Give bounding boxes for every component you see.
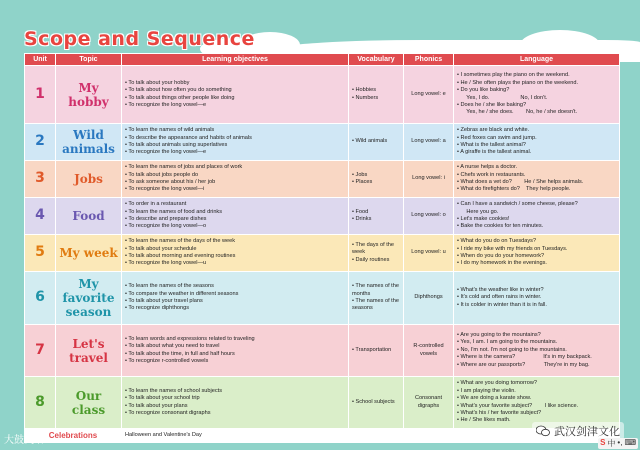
language-line: • Bake the cookies for ten minutes. <box>457 223 544 230</box>
topic-line: class <box>71 402 106 417</box>
objective-item: • To recognize the long vowel—i <box>125 186 345 193</box>
topic-line: animals <box>62 142 115 156</box>
objective-item: • To talk about your travel plans <box>125 298 345 305</box>
phonics-cell: Diphthongs <box>404 272 454 325</box>
topic-line: Wild <box>73 128 104 142</box>
vocabulary-cell <box>349 161 404 198</box>
vocabulary-item: • The names of the seasons <box>352 298 400 313</box>
wechat-icon <box>536 425 550 437</box>
table-row <box>25 161 620 198</box>
objective-item: • To talk about animals using superlatives <box>125 142 345 149</box>
objective-cell <box>122 325 349 377</box>
table-row <box>25 325 620 377</box>
topic-cell <box>56 377 122 429</box>
language-line: • What is the tallest animal? <box>457 142 526 148</box>
phonics-cell: Long vowel: u <box>404 235 454 272</box>
vocabulary-item: • Food <box>352 209 400 216</box>
objective-item: • To recognize r-controlled vowels <box>125 358 345 365</box>
language-line: • What's his / her favorite subject? <box>457 409 542 416</box>
objective-cell <box>122 124 349 161</box>
column-header: Unit <box>25 54 56 66</box>
unit-number: 6 <box>25 272 56 325</box>
vocabulary-cell <box>349 272 404 325</box>
page-title: Scope and Sequence <box>24 28 255 50</box>
vocabulary-item: • Wild animals <box>352 138 400 145</box>
objective-item: • To learn the names of wild animals <box>125 127 345 134</box>
objective-item: • To talk about your schedule <box>125 246 345 253</box>
ime-toolbar[interactable] <box>598 438 638 449</box>
table-row <box>25 124 620 161</box>
topic-line: Food <box>72 209 105 223</box>
table-row <box>25 66 620 124</box>
objective-item: • To compare the weather in different seasons <box>125 291 345 298</box>
language-line: • We are doing a karate show. <box>457 395 532 402</box>
objective-cell <box>122 235 349 272</box>
language-line: • What's your favorite subject? I like science. <box>457 402 579 409</box>
phonics-cell: Long vowel: i <box>404 161 454 198</box>
vocabulary-item: • The names of the months <box>352 283 400 298</box>
vocabulary-cell <box>349 66 404 124</box>
watermark-left <box>4 431 44 446</box>
objective-item: • To learn the names of the seasons <box>125 283 345 290</box>
language-line: • A giraffe is the tallest animal. <box>457 149 532 156</box>
topic-cell <box>56 272 122 325</box>
topic-line: My <box>78 80 99 95</box>
objective-cell <box>122 272 349 325</box>
topic-line: Our <box>75 388 102 403</box>
vocabulary-cell <box>349 377 404 429</box>
celebrations-text: Halloween and Valentine's Day <box>122 429 620 443</box>
vocabulary-cell <box>349 124 404 161</box>
topic-line: hobby <box>68 94 109 109</box>
column-header: Topic <box>56 54 122 66</box>
objective-item: • To talk about your plans <box>125 403 345 410</box>
language-line: • Do you like baking? <box>457 87 510 94</box>
ime-item[interactable]: 中 <box>607 439 616 448</box>
topic-cell <box>56 161 122 198</box>
objective-item: • To recognize the long vowel—e <box>125 102 345 109</box>
language-line: • What does a vet do? He / She helps animals. <box>457 179 584 185</box>
language-line: • When do you do your homework? <box>457 253 545 259</box>
phonics-cell: R-controlled vowels <box>404 325 454 377</box>
language-line: • What's the weather like in winter? <box>457 286 544 293</box>
unit-number: 3 <box>25 161 56 198</box>
language-line: Yes, he / she does. No, he / she doesn't. <box>457 109 578 116</box>
phonics-cell: Long vowel: a <box>404 124 454 161</box>
objective-item: • To recognize the long vowel—o <box>125 223 345 230</box>
table-header-row <box>25 54 620 66</box>
language-line: • Can I have a sandwich / some cheese, please? <box>457 201 578 208</box>
celebrations-row <box>25 429 620 443</box>
language-line: • A nurse helps a doctor. <box>457 164 518 171</box>
objective-item: • To learn words and expressions related to traveling <box>125 336 345 343</box>
objective-item: • To recognize the long vowel—e <box>125 149 345 156</box>
language-line: • What are you doing tomorrow? <box>457 380 537 387</box>
objective-item: • To recognize consonant digraphs <box>125 410 345 417</box>
language-line: • I do my homework in the evenings. <box>457 260 547 267</box>
language-line: • Are you going to the mountains? <box>457 331 541 338</box>
vocabulary-cell <box>349 235 404 272</box>
table-row <box>25 377 620 429</box>
language-line: • Where is the camera? It's in my backpack. <box>457 354 592 361</box>
language-line: • Zebras are black and white. <box>457 127 530 134</box>
objective-cell <box>122 377 349 429</box>
language-cell <box>454 272 620 325</box>
scope-sequence-table <box>24 53 620 443</box>
language-line: • I sometimes play the piano on the weekend. <box>457 72 570 79</box>
phonics-cell: Long vowel: o <box>404 198 454 235</box>
objective-item: • To talk about jobs people do <box>125 172 345 179</box>
language-line: Yes, I do. No, I don't. <box>457 94 548 101</box>
vocabulary-cell <box>349 325 404 377</box>
column-header: Vocabulary <box>349 54 404 66</box>
topic-cell <box>56 198 122 235</box>
unit-number: 5 <box>25 235 56 272</box>
unit-number: 1 <box>25 66 56 124</box>
sogou-icon[interactable]: S <box>600 438 606 447</box>
language-line: • It's cold and often rains in winter. <box>457 294 542 301</box>
language-cell <box>454 124 620 161</box>
vocabulary-item: • School subjects <box>352 399 400 406</box>
topic-cell <box>56 124 122 161</box>
vocabulary-item: • Daily routines <box>352 257 400 264</box>
vocabulary-item: • Jobs <box>352 172 400 179</box>
vocabulary-item: • Hobbies <box>352 87 400 94</box>
table-row <box>25 235 620 272</box>
objective-item: • To talk about your hobby <box>125 80 345 87</box>
topic-line: travel <box>69 350 108 365</box>
objective-item: • To ask someone about his / her job <box>125 179 345 186</box>
language-line: • Does he / she like baking? <box>457 101 527 108</box>
language-line: • Chefs work in restaurants. <box>457 171 526 178</box>
objective-item: • To describe and prepare dishes <box>125 216 345 223</box>
objective-item: • To talk about what you need to travel <box>125 343 345 350</box>
topic-line: My <box>78 277 99 291</box>
objective-item: • To talk about things other people like doing <box>125 95 345 102</box>
phonics-cell: Long vowel: e <box>404 66 454 124</box>
vocabulary-cell <box>349 198 404 235</box>
objective-item: • To learn the names of jobs and places of work <box>125 164 345 171</box>
topic-line: Jobs <box>74 172 103 186</box>
language-line: • He / She likes math. <box>457 417 511 424</box>
language-line: • I ride my bike with my friends on Tuesdays. <box>457 245 568 252</box>
column-header: Phonics <box>404 54 454 66</box>
language-cell <box>454 66 620 124</box>
vocabulary-item: • Drinks <box>352 216 400 223</box>
language-cell <box>454 161 620 198</box>
objective-item: • To talk about how often you do something <box>125 87 345 94</box>
objective-cell <box>122 161 349 198</box>
table-body <box>25 66 620 443</box>
language-line: • Let's make cookies! <box>457 216 510 222</box>
topic-line: Let's <box>72 336 105 351</box>
language-line: • I am playing the violin. <box>457 387 516 394</box>
language-cell <box>454 325 620 377</box>
objective-item: • To learn the names of food and drinks <box>125 209 345 216</box>
topic-line: My week <box>59 246 118 260</box>
language-line: • He / She often plays the piano on the weekend. <box>457 79 579 86</box>
language-line: • Where are our passports? They're in my bag. <box>457 361 590 368</box>
language-line: • Yes, I am. I am going to the mountains. <box>457 339 558 346</box>
language-cell <box>454 377 620 429</box>
watermark-left-text: 大鼓英语 <box>4 435 44 446</box>
unit-number: 7 <box>25 325 56 377</box>
language-cell <box>454 235 620 272</box>
table-row <box>25 198 620 235</box>
ime-item[interactable]: •, <box>617 438 623 447</box>
keyboard-icon[interactable]: ⌨ <box>624 438 636 447</box>
celebrations-label: Celebrations <box>25 429 122 443</box>
objective-item: • To order in a restaurant <box>125 201 345 208</box>
topic-cell <box>56 325 122 377</box>
language-line: Here you go. <box>457 208 499 215</box>
language-line: • It is colder in winter than it is in fall. <box>457 301 547 308</box>
topic-line: season <box>65 305 112 319</box>
objective-item: • To describe the appearance and habits of animals <box>125 135 345 142</box>
topic-cell <box>56 66 122 124</box>
table-row <box>25 272 620 325</box>
vocabulary-item: • Places <box>352 179 400 186</box>
column-header: Learning objectives <box>122 54 349 66</box>
column-header: Language <box>454 54 620 66</box>
language-cell <box>454 198 620 235</box>
unit-number: 4 <box>25 198 56 235</box>
topic-line: favorite <box>62 291 115 305</box>
phonics-cell: Consonant digraphs <box>404 377 454 429</box>
objective-item: • To talk about the time, in full and half hours <box>125 351 345 358</box>
objective-item: • To learn the names of school subjects <box>125 388 345 395</box>
language-line: • What do firefighters do? They help people. <box>457 186 571 193</box>
objective-cell <box>122 198 349 235</box>
language-line: • No, I'm not. I'm not going to the mountains. <box>457 346 567 353</box>
objective-cell <box>122 66 349 124</box>
topic-cell <box>56 235 122 272</box>
unit-number: 2 <box>25 124 56 161</box>
objective-item: • To talk about your school trip <box>125 395 345 402</box>
vocabulary-item: • The days of the week <box>352 242 400 257</box>
language-line: • Red foxes can swim and jump. <box>457 134 537 141</box>
language-line: • What do you do on Tuesdays? <box>457 238 537 245</box>
objective-item: • To recognize diphthongs <box>125 305 345 312</box>
vocabulary-item: • Transportation <box>352 347 400 354</box>
objective-item: • To recognize the long vowel—u <box>125 260 345 267</box>
watermark-text: 武汉剑津文化 <box>554 426 620 438</box>
objective-item: • To learn the names of the days of the week <box>125 238 345 245</box>
unit-number: 8 <box>25 377 56 429</box>
objective-item: • To talk about morning and evening routines <box>125 253 345 260</box>
vocabulary-item: • Numbers <box>352 95 400 102</box>
